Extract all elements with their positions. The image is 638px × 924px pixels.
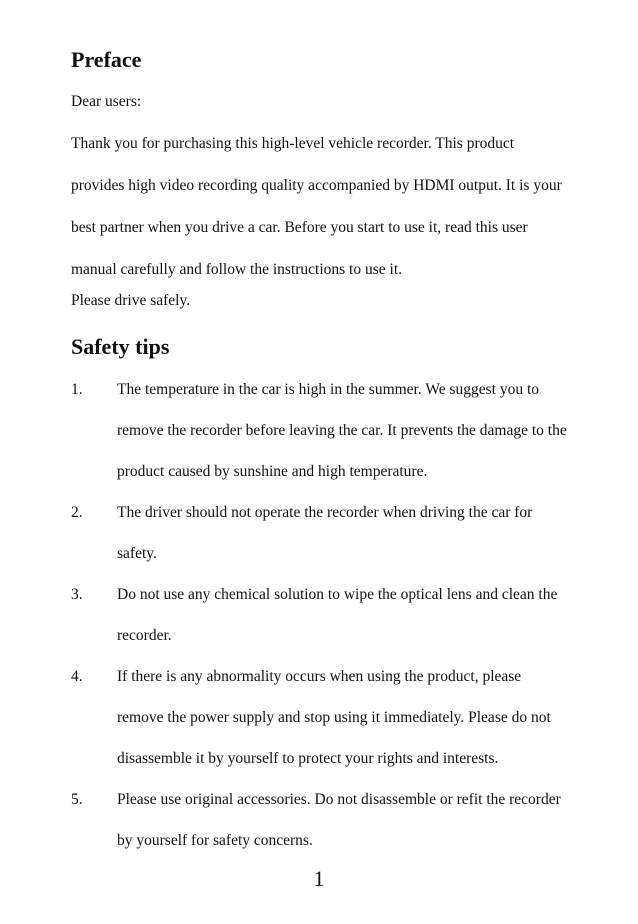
- safety-tip-item: [71, 779, 571, 861]
- safety-tip-item: [71, 369, 571, 492]
- tip-number: 4.: [71, 668, 83, 685]
- intro-paragraph: Thank you for purchasing this high-level vehicle recorder. This product provides high video recording quality accompanied by HDMI output. It is your best partner when you drive a car. Before you start to use it, read this user manual carefully and follow the instructions to use it.: [71, 135, 562, 278]
- safety-tips-list: [71, 369, 571, 861]
- greeting-text: Dear users:: [71, 93, 142, 110]
- tip-text: The temperature in the car is high in the summer. We suggest you to remove the recorder before leaving the car. It prevents the damage to the product caused by sunshine and high temperature.: [117, 381, 567, 480]
- closing-text: Please drive safely.: [71, 292, 191, 309]
- safety-tips-heading: Safety tips: [71, 334, 170, 359]
- page-number: 1: [313, 866, 325, 891]
- tip-number: 3.: [71, 586, 83, 603]
- tip-number: 1.: [71, 381, 83, 398]
- safety-tip-item: [71, 656, 571, 779]
- preface-heading: Preface: [71, 47, 142, 72]
- tip-text: If there is any abnormality occurs when using the product, please remove the power supply and stop using it immediately. Please do not disassemble it by yourself to protect your rights and interests.: [117, 668, 551, 767]
- tip-number: 5.: [71, 791, 83, 808]
- tip-number: 2.: [71, 504, 83, 521]
- safety-tip-item: [71, 492, 571, 574]
- safety-tip-item: [71, 574, 571, 656]
- tip-text: The driver should not operate the recorder when driving the car for safety.: [117, 504, 533, 562]
- tip-text: Do not use any chemical solution to wipe the optical lens and clean the recorder.: [117, 586, 558, 644]
- tip-text: Please use original accessories. Do not disassemble or refit the recorder by yourself for safety concerns.: [117, 791, 561, 849]
